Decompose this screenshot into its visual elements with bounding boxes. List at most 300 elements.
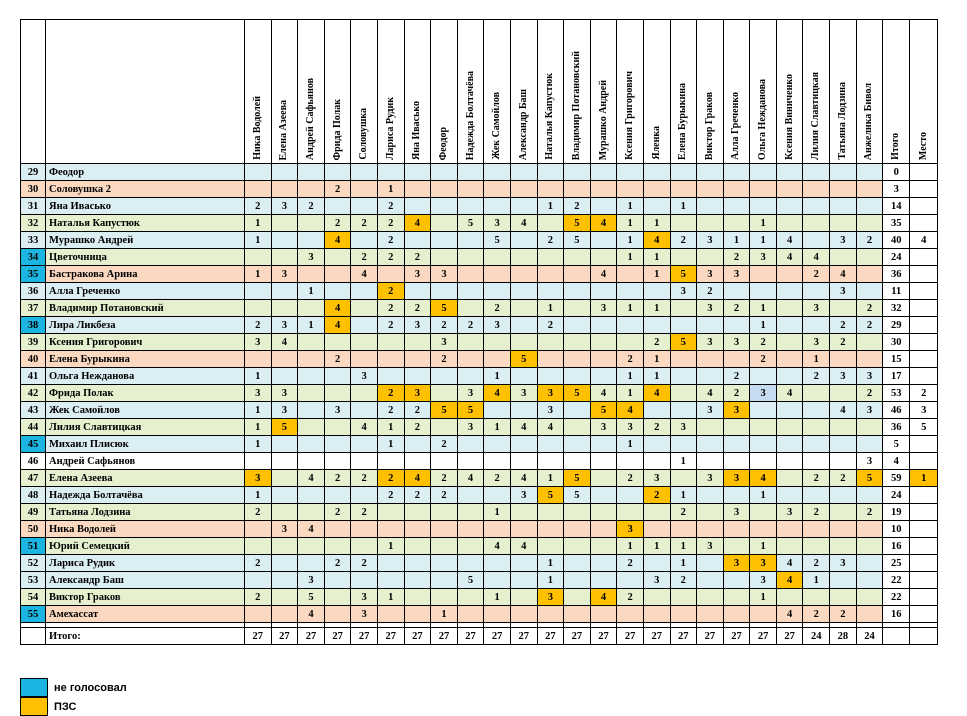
row-total: 5 [883, 436, 910, 453]
score-cell: 3 [776, 504, 803, 521]
score-cell: 2 [856, 504, 883, 521]
score-cell [484, 402, 511, 419]
row-total: 59 [883, 470, 910, 487]
column-header-label: Наталья Капустюк [544, 73, 556, 160]
score-cell [377, 334, 404, 351]
row-place: 3 [910, 402, 938, 419]
score-cell [564, 419, 591, 436]
score-cell: 3 [245, 470, 272, 487]
score-cell: 3 [271, 317, 298, 334]
score-cell [324, 385, 351, 402]
score-cell: 4 [298, 521, 325, 538]
score-cell: 4 [271, 334, 298, 351]
score-cell [776, 521, 803, 538]
score-cell [590, 164, 617, 181]
score-cell: 1 [431, 606, 458, 623]
score-cell [271, 453, 298, 470]
score-cell: 3 [750, 249, 777, 266]
score-cell: 1 [245, 266, 272, 283]
score-cell [484, 521, 511, 538]
score-cell [776, 436, 803, 453]
row-number: 37 [21, 300, 46, 317]
score-cell: 2 [670, 504, 697, 521]
score-cell [377, 368, 404, 385]
score-cell: 4 [590, 266, 617, 283]
score-cell [404, 283, 431, 300]
score-cell [830, 181, 857, 198]
score-cell: 3 [723, 402, 750, 419]
row-number: 53 [21, 572, 46, 589]
column-header-label: Итого [890, 133, 902, 160]
score-cell [324, 487, 351, 504]
score-cell [670, 436, 697, 453]
score-cell [245, 351, 272, 368]
score-cell: 1 [245, 232, 272, 249]
score-cell [643, 504, 670, 521]
score-cell [776, 334, 803, 351]
score-cell: 1 [617, 436, 644, 453]
score-cell [564, 283, 591, 300]
score-cell [377, 572, 404, 589]
column-header [830, 20, 857, 164]
score-cell: 2 [431, 487, 458, 504]
score-cell [245, 249, 272, 266]
score-cell: 1 [298, 283, 325, 300]
score-cell: 5 [510, 351, 537, 368]
row-place [910, 300, 938, 317]
score-cell [670, 249, 697, 266]
score-cell [404, 181, 431, 198]
score-cell: 2 [351, 215, 378, 232]
score-cell: 2 [377, 402, 404, 419]
score-cell: 2 [324, 215, 351, 232]
participant-name: Фрида Полак [46, 385, 245, 402]
score-cell [643, 164, 670, 181]
score-cell [617, 504, 644, 521]
score-cell: 3 [324, 402, 351, 419]
score-cell [697, 164, 724, 181]
score-cell: 2 [830, 470, 857, 487]
score-cell: 4 [643, 232, 670, 249]
score-cell [351, 402, 378, 419]
score-cell: 2 [324, 351, 351, 368]
participant-name: Елена Бурыкина [46, 351, 245, 368]
column-header [324, 20, 351, 164]
score-cell: 3 [298, 249, 325, 266]
row-total: 10 [883, 521, 910, 538]
score-cell [697, 555, 724, 572]
score-cell [697, 368, 724, 385]
score-cell: 1 [617, 538, 644, 555]
score-cell [697, 487, 724, 504]
score-cell: 3 [856, 453, 883, 470]
table-row [21, 402, 938, 419]
score-cell: 3 [271, 385, 298, 402]
score-cell [856, 266, 883, 283]
score-cell [510, 589, 537, 606]
score-cell: 1 [750, 538, 777, 555]
participant-name: Соловушка 2 [46, 181, 245, 198]
row-number: 34 [21, 249, 46, 266]
score-cell [324, 249, 351, 266]
score-cell [431, 215, 458, 232]
score-cell: 2 [431, 317, 458, 334]
score-cell: 3 [697, 266, 724, 283]
score-cell [697, 521, 724, 538]
row-number: 45 [21, 436, 46, 453]
column-header [750, 20, 777, 164]
score-cell: 2 [643, 487, 670, 504]
row-total: 25 [883, 555, 910, 572]
score-cell: 2 [856, 385, 883, 402]
score-cell: 1 [643, 300, 670, 317]
score-cell: 1 [750, 232, 777, 249]
score-cell [324, 606, 351, 623]
table-row [21, 589, 938, 606]
row-total: 24 [883, 487, 910, 504]
score-cell [537, 453, 564, 470]
score-cell [590, 470, 617, 487]
score-cell [537, 504, 564, 521]
score-cell: 2 [431, 351, 458, 368]
score-cell: 4 [298, 606, 325, 623]
score-cell: 2 [351, 555, 378, 572]
column-header-label: Лариса Рудик [384, 97, 396, 160]
score-cell: 1 [643, 368, 670, 385]
score-cell [830, 419, 857, 436]
score-cell [643, 606, 670, 623]
row-total: 11 [883, 283, 910, 300]
participant-name: Яна Ивасько [46, 198, 245, 215]
table-row [21, 300, 938, 317]
score-cell [457, 589, 484, 606]
score-cell [324, 368, 351, 385]
score-cell: 4 [776, 232, 803, 249]
row-total: 36 [883, 266, 910, 283]
score-cell [564, 266, 591, 283]
score-cell [484, 606, 511, 623]
score-cell [830, 300, 857, 317]
row-place [910, 368, 938, 385]
score-cell: 5 [457, 402, 484, 419]
score-cell [298, 385, 325, 402]
row-total: 53 [883, 385, 910, 402]
score-cell [271, 300, 298, 317]
table-row [21, 232, 938, 249]
column-header-label: Лилия Славтицкая [810, 72, 822, 160]
score-cell: 1 [537, 470, 564, 487]
table-row [21, 164, 938, 181]
header-row [21, 20, 938, 164]
row-place [910, 487, 938, 504]
row-total: 16 [883, 606, 910, 623]
row-total: 36 [883, 419, 910, 436]
score-cell: 2 [431, 470, 458, 487]
score-cell [670, 606, 697, 623]
score-cell [750, 266, 777, 283]
score-cell: 2 [856, 317, 883, 334]
score-cell [351, 453, 378, 470]
column-total: 27 [643, 628, 670, 645]
score-cell [670, 589, 697, 606]
score-cell: 4 [776, 606, 803, 623]
score-cell [830, 538, 857, 555]
score-cell [776, 368, 803, 385]
score-cell: 1 [617, 368, 644, 385]
score-cell: 2 [457, 317, 484, 334]
score-cell: 4 [404, 215, 431, 232]
score-cell [750, 283, 777, 300]
score-cell: 3 [856, 402, 883, 419]
row-number: 38 [21, 317, 46, 334]
column-total: 27 [457, 628, 484, 645]
score-cell: 3 [457, 419, 484, 436]
score-cell [457, 538, 484, 555]
score-cell [298, 351, 325, 368]
row-number: 46 [21, 453, 46, 470]
row-place: 2 [910, 385, 938, 402]
score-cell: 2 [404, 487, 431, 504]
column-total: 27 [670, 628, 697, 645]
score-cell [723, 487, 750, 504]
score-cell [776, 198, 803, 215]
score-cell [457, 181, 484, 198]
score-cell [351, 198, 378, 215]
participant-name: Татьяна Лодзина [46, 504, 245, 521]
score-cell: 5 [564, 470, 591, 487]
totals-empty-cell [883, 628, 910, 645]
score-cell [697, 215, 724, 232]
voting-table [20, 19, 938, 645]
score-cell: 3 [510, 385, 537, 402]
score-cell: 2 [803, 368, 830, 385]
participant-name: Елена Азеева [46, 470, 245, 487]
row-place [910, 351, 938, 368]
score-cell: 4 [484, 385, 511, 402]
table-row [21, 487, 938, 504]
score-cell: 4 [776, 555, 803, 572]
score-cell [457, 504, 484, 521]
table-row [21, 351, 938, 368]
score-cell: 2 [643, 419, 670, 436]
row-number: 48 [21, 487, 46, 504]
score-cell: 2 [431, 436, 458, 453]
score-cell [617, 266, 644, 283]
score-cell [590, 521, 617, 538]
score-cell: 2 [830, 334, 857, 351]
score-cell [271, 470, 298, 487]
score-cell [723, 572, 750, 589]
score-cell: 2 [643, 334, 670, 351]
score-cell: 2 [351, 249, 378, 266]
score-cell: 3 [830, 368, 857, 385]
score-cell [776, 164, 803, 181]
score-cell: 3 [723, 504, 750, 521]
score-cell [723, 521, 750, 538]
score-cell [803, 164, 830, 181]
score-cell: 2 [377, 487, 404, 504]
score-cell [830, 249, 857, 266]
row-total: 22 [883, 572, 910, 589]
score-cell: 2 [617, 351, 644, 368]
score-cell [697, 606, 724, 623]
score-cell: 2 [404, 402, 431, 419]
score-cell [431, 232, 458, 249]
column-header [697, 20, 724, 164]
score-cell: 2 [856, 232, 883, 249]
score-cell [404, 198, 431, 215]
row-total: 35 [883, 215, 910, 232]
column-header [564, 20, 591, 164]
row-number: 31 [21, 198, 46, 215]
score-cell: 2 [377, 215, 404, 232]
score-cell [510, 572, 537, 589]
score-cell [431, 521, 458, 538]
score-cell [537, 606, 564, 623]
score-cell [351, 487, 378, 504]
score-cell [245, 453, 272, 470]
score-cell [457, 555, 484, 572]
column-header [670, 20, 697, 164]
score-cell [431, 453, 458, 470]
column-total: 27 [245, 628, 272, 645]
score-cell [564, 521, 591, 538]
row-total: 19 [883, 504, 910, 521]
score-cell [617, 572, 644, 589]
score-cell: 3 [537, 385, 564, 402]
score-cell: 1 [298, 317, 325, 334]
score-cell [245, 300, 272, 317]
score-cell: 3 [750, 555, 777, 572]
score-cell: 4 [803, 249, 830, 266]
score-cell: 4 [510, 538, 537, 555]
score-cell [510, 317, 537, 334]
score-cell [457, 249, 484, 266]
column-header-label: Александр Баш [517, 88, 529, 160]
score-cell [776, 351, 803, 368]
score-cell [271, 436, 298, 453]
column-header [723, 20, 750, 164]
column-header-label: Жек Самойлов [491, 92, 503, 160]
score-cell [510, 266, 537, 283]
score-cell: 3 [617, 419, 644, 436]
score-cell [271, 181, 298, 198]
score-cell [271, 249, 298, 266]
participant-name: Лира Ликбеза [46, 317, 245, 334]
score-cell: 1 [484, 368, 511, 385]
score-cell [431, 368, 458, 385]
score-cell [510, 334, 537, 351]
row-place [910, 249, 938, 266]
score-cell [271, 351, 298, 368]
score-cell [856, 555, 883, 572]
column-total: 27 [590, 628, 617, 645]
score-cell: 4 [776, 385, 803, 402]
score-cell [723, 453, 750, 470]
score-cell [670, 300, 697, 317]
score-cell: 3 [245, 334, 272, 351]
score-cell [643, 317, 670, 334]
score-cell: 3 [617, 521, 644, 538]
score-cell [484, 351, 511, 368]
score-cell: 1 [537, 572, 564, 589]
score-cell: 1 [803, 351, 830, 368]
score-cell: 3 [351, 368, 378, 385]
score-cell [856, 198, 883, 215]
score-cell [324, 266, 351, 283]
score-cell [431, 572, 458, 589]
score-cell [484, 198, 511, 215]
score-cell [431, 419, 458, 436]
score-cell: 1 [617, 385, 644, 402]
score-cell [617, 164, 644, 181]
score-cell: 4 [830, 266, 857, 283]
score-cell [537, 334, 564, 351]
score-cell [298, 487, 325, 504]
score-cell: 2 [617, 555, 644, 572]
score-cell [830, 504, 857, 521]
row-total: 40 [883, 232, 910, 249]
participant-name: Надежда Болтачёва [46, 487, 245, 504]
score-cell [617, 606, 644, 623]
column-header [245, 20, 272, 164]
score-cell: 5 [431, 402, 458, 419]
score-cell [723, 164, 750, 181]
participant-name: Ольга Неждановa [46, 368, 245, 385]
row-place: 1 [910, 470, 938, 487]
score-cell [723, 181, 750, 198]
score-cell [510, 198, 537, 215]
score-cell [324, 538, 351, 555]
score-cell: 1 [750, 300, 777, 317]
score-cell [351, 334, 378, 351]
row-number: 40 [21, 351, 46, 368]
score-cell [776, 453, 803, 470]
row-number: 43 [21, 402, 46, 419]
score-cell: 1 [617, 215, 644, 232]
column-header-label: Яленка [650, 126, 662, 160]
column-header [457, 20, 484, 164]
score-cell [564, 300, 591, 317]
score-cell [670, 164, 697, 181]
score-cell [537, 368, 564, 385]
score-cell [697, 589, 724, 606]
table-row [21, 215, 938, 232]
score-cell [564, 606, 591, 623]
score-cell [803, 521, 830, 538]
score-cell: 5 [431, 300, 458, 317]
score-cell: 1 [484, 589, 511, 606]
score-cell [697, 249, 724, 266]
score-cell [830, 215, 857, 232]
score-cell [351, 300, 378, 317]
score-cell [351, 538, 378, 555]
score-cell: 4 [643, 385, 670, 402]
score-cell: 2 [245, 589, 272, 606]
score-cell: 1 [537, 300, 564, 317]
score-cell: 1 [484, 504, 511, 521]
score-cell: 2 [830, 317, 857, 334]
totals-label: Итого: [46, 628, 245, 645]
score-cell [723, 606, 750, 623]
score-cell: 3 [803, 300, 830, 317]
column-header-label: Андрей Сафьянов [304, 77, 316, 160]
score-cell [537, 266, 564, 283]
score-cell [590, 572, 617, 589]
score-cell: 1 [377, 589, 404, 606]
score-cell [564, 181, 591, 198]
score-cell [457, 283, 484, 300]
